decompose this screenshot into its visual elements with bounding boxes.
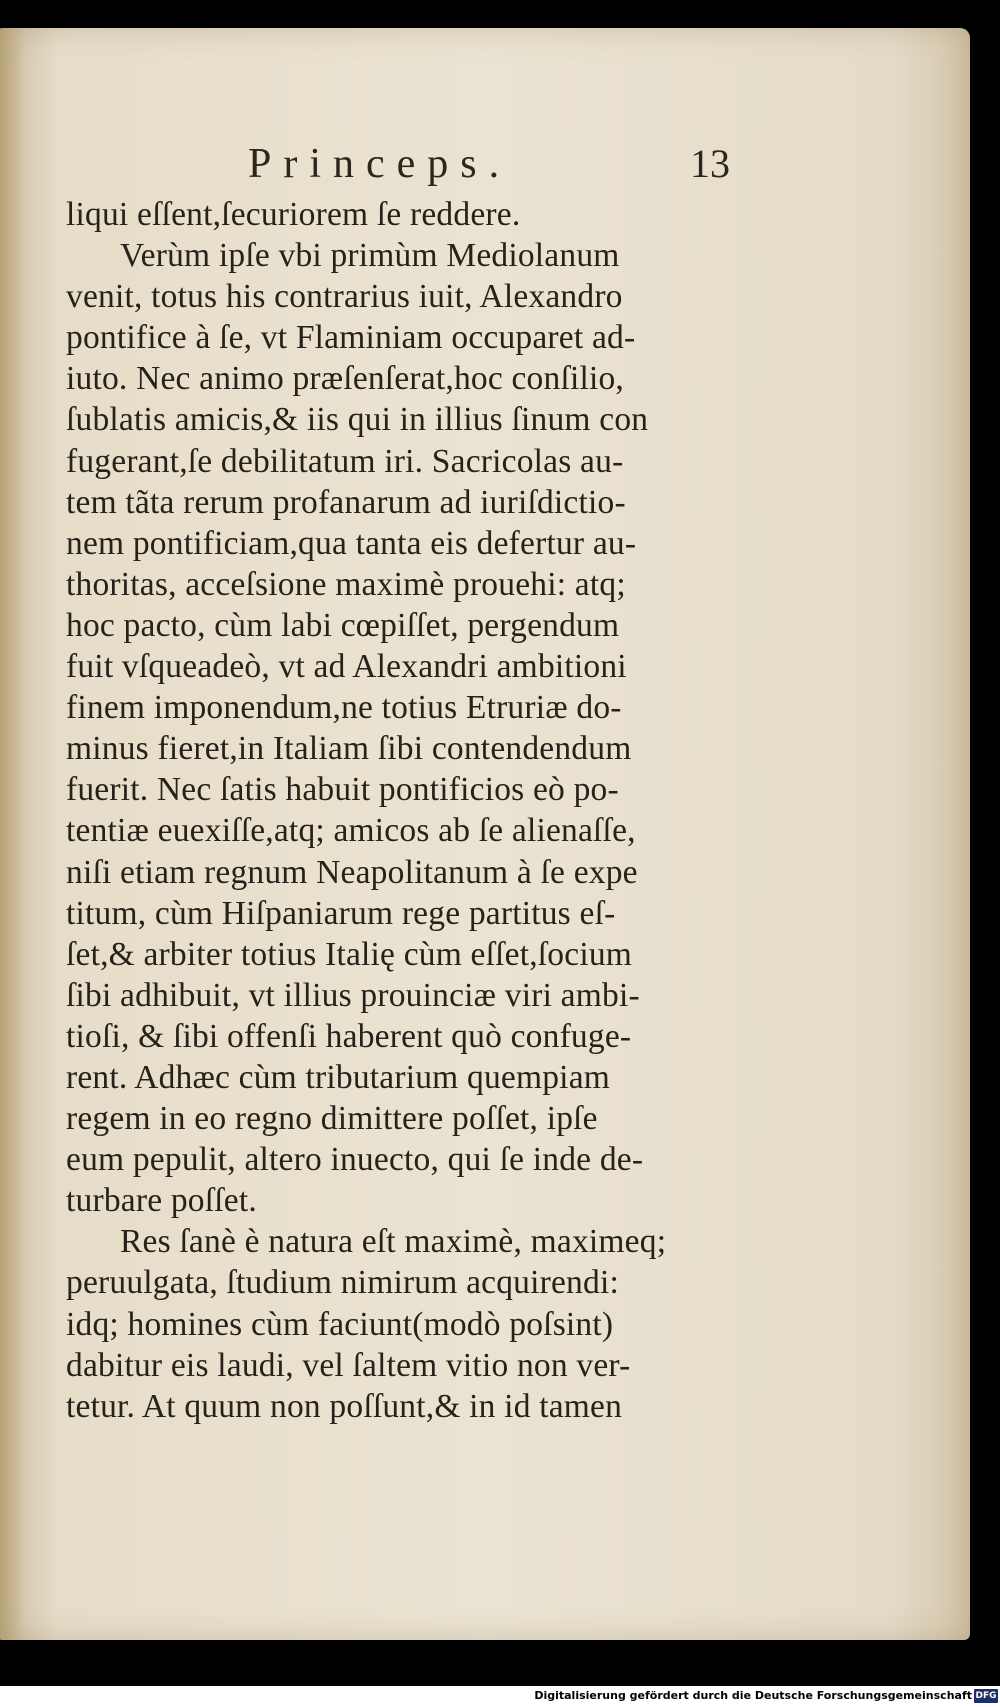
text-line: rent. Adhæc cùm tributarium quempiam [66,1058,611,1096]
text-line: dabitur eis laudi, vel ſaltem vitio non ver- [66,1346,631,1384]
text-line: niſi etiam regnum Neapolitanum à ſe expe [66,853,638,891]
text-line: fugerant,ſe debilitatum iri. Sacricolas au- [66,442,624,480]
text-line: pontifice à ſe, vt Flaminiam occuparet ad- [66,319,636,357]
text-line: venit, totus his contrarius iuit, Alexandro [66,278,623,316]
text-line: Res ſanè è natura eſt maximè, maximeq; [120,1223,667,1261]
text-line: tioſi, & ſibi offenſi haberent quò confuge- [66,1017,632,1055]
text-line: finem imponendum,ne totius Etruriæ do- [66,689,622,727]
text-line: ſublatis amicis,& iis qui in illius ſinum con [66,401,649,439]
book-page [0,28,970,1640]
text-line: Verùm ipſe vbi primùm Mediolanum [120,237,620,275]
text-line: tetur. At quum non poſſunt,& in id tamen [66,1387,623,1425]
text-line: nem pontificiam,qua tanta eis defertur au- [66,524,637,562]
body-text [66,194,736,1427]
text-line: ſet,& arbiter totius Italię cùm eſſet,ſocium [66,935,633,973]
text-line: iuto. Nec animo præſenſerat,hoc conſilio, [66,360,625,398]
text-line: hoc pacto, cùm labi cœpiſſet, pergendum [66,606,620,644]
text-line: thoritas, acceſsione maximè prouehi: atq; [66,565,626,603]
running-head [0,140,970,200]
text-line: liqui eſſent,ſecuriorem ſe reddere. [66,196,521,233]
text-line: idq; homines cùm faciunt(modò poſsint) [66,1305,614,1343]
text-line: fuerit. Nec ſatis habuit pontificios eò po- [66,771,619,809]
running-head-title: Princeps. [248,141,512,187]
page-number: 13 [690,141,730,186]
text-line: fuit vſqueadeò, vt ad Alexandri ambitioni [66,648,627,686]
funding-credit: Digitalisierung gefördert durch die Deutsche Forschungsgemeinschaft [534,1689,972,1702]
text-line: titum, cùm Hiſpaniarum rege partitus eſ- [66,894,616,932]
text-line: peruulgata, ſtudium nimirum acquirendi: [66,1264,619,1302]
text-line: tentiæ euexiſſe,atq; amicos ab ſe alienaſſe, [66,812,636,850]
text-line: eum pepulit, altero inuecto, qui ſe inde de- [66,1141,644,1179]
dfg-logo: DFG [975,1691,997,1701]
text-line: regem in eo regno dimittere poſſet, ipſe [66,1100,598,1138]
text-line: minus fieret,in Italiam ſibi contendendum [66,730,632,768]
text-line: ſibi adhibuit, vt illius prouinciæ viri ambi- [66,976,640,1014]
text-line: tem tãta rerum profanarum ad iuriſdictio- [66,483,626,521]
footer-bar [0,1686,1000,1707]
page-gutter-shadow [0,28,26,1640]
text-line: turbare poſſet. [66,1182,257,1220]
